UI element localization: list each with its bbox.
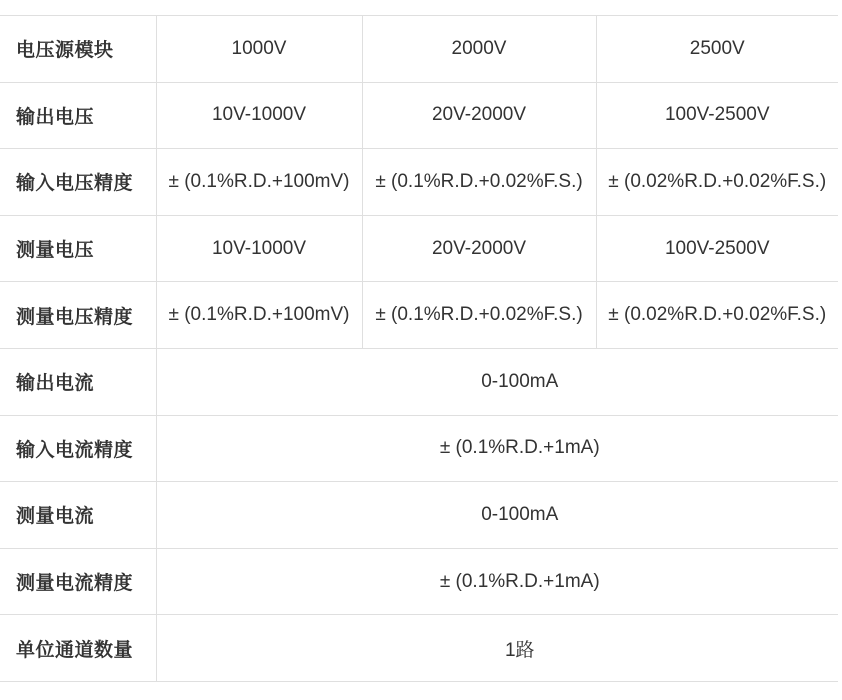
row-label: 测量电压 [0,215,156,282]
table-row [0,615,838,682]
cell-value: 100V-2500V [596,215,838,282]
cell-value: 0-100mA [156,482,838,549]
table-row [0,548,838,615]
cell-value: 2500V [596,16,838,83]
row-label: 输出电压 [0,82,156,149]
row-label: 电压源模块 [0,16,156,83]
cell-value: ± (0.1%R.D.+1mA) [156,415,838,482]
table-row [0,282,838,349]
cell-value: 10V-1000V [156,82,362,149]
row-label: 输入电流精度 [0,415,156,482]
cell-value: 2000V [362,16,596,83]
cell-value: 0-100mA [156,348,838,415]
cell-value: 10V-1000V [156,215,362,282]
table-row [0,149,838,216]
row-label: 输出电流 [0,348,156,415]
cell-value: 20V-2000V [362,215,596,282]
table-row [0,82,838,149]
table-row [0,16,838,83]
cell-value: ± (0.02%R.D.+0.02%F.S.) [596,282,838,349]
row-label: 测量电压精度 [0,282,156,349]
table-row [0,415,838,482]
table-row [0,215,838,282]
cell-value: 1000V [156,16,362,83]
cell-value: ± (0.1%R.D.+100mV) [156,149,362,216]
cell-value: 1路 [156,615,838,682]
row-label: 测量电流 [0,482,156,549]
cell-value: ± (0.1%R.D.+0.02%F.S.) [362,149,596,216]
cell-value: 100V-2500V [596,82,838,149]
row-label: 测量电流精度 [0,548,156,615]
spec-table [0,15,838,682]
table-row [0,348,838,415]
cell-value: 20V-2000V [362,82,596,149]
row-label: 输入电压精度 [0,149,156,216]
cell-value: ± (0.02%R.D.+0.02%F.S.) [596,149,838,216]
cell-value: ± (0.1%R.D.+1mA) [156,548,838,615]
table-row [0,482,838,549]
cell-value: ± (0.1%R.D.+100mV) [156,282,362,349]
row-label: 单位通道数量 [0,615,156,682]
cell-value: ± (0.1%R.D.+0.02%F.S.) [362,282,596,349]
